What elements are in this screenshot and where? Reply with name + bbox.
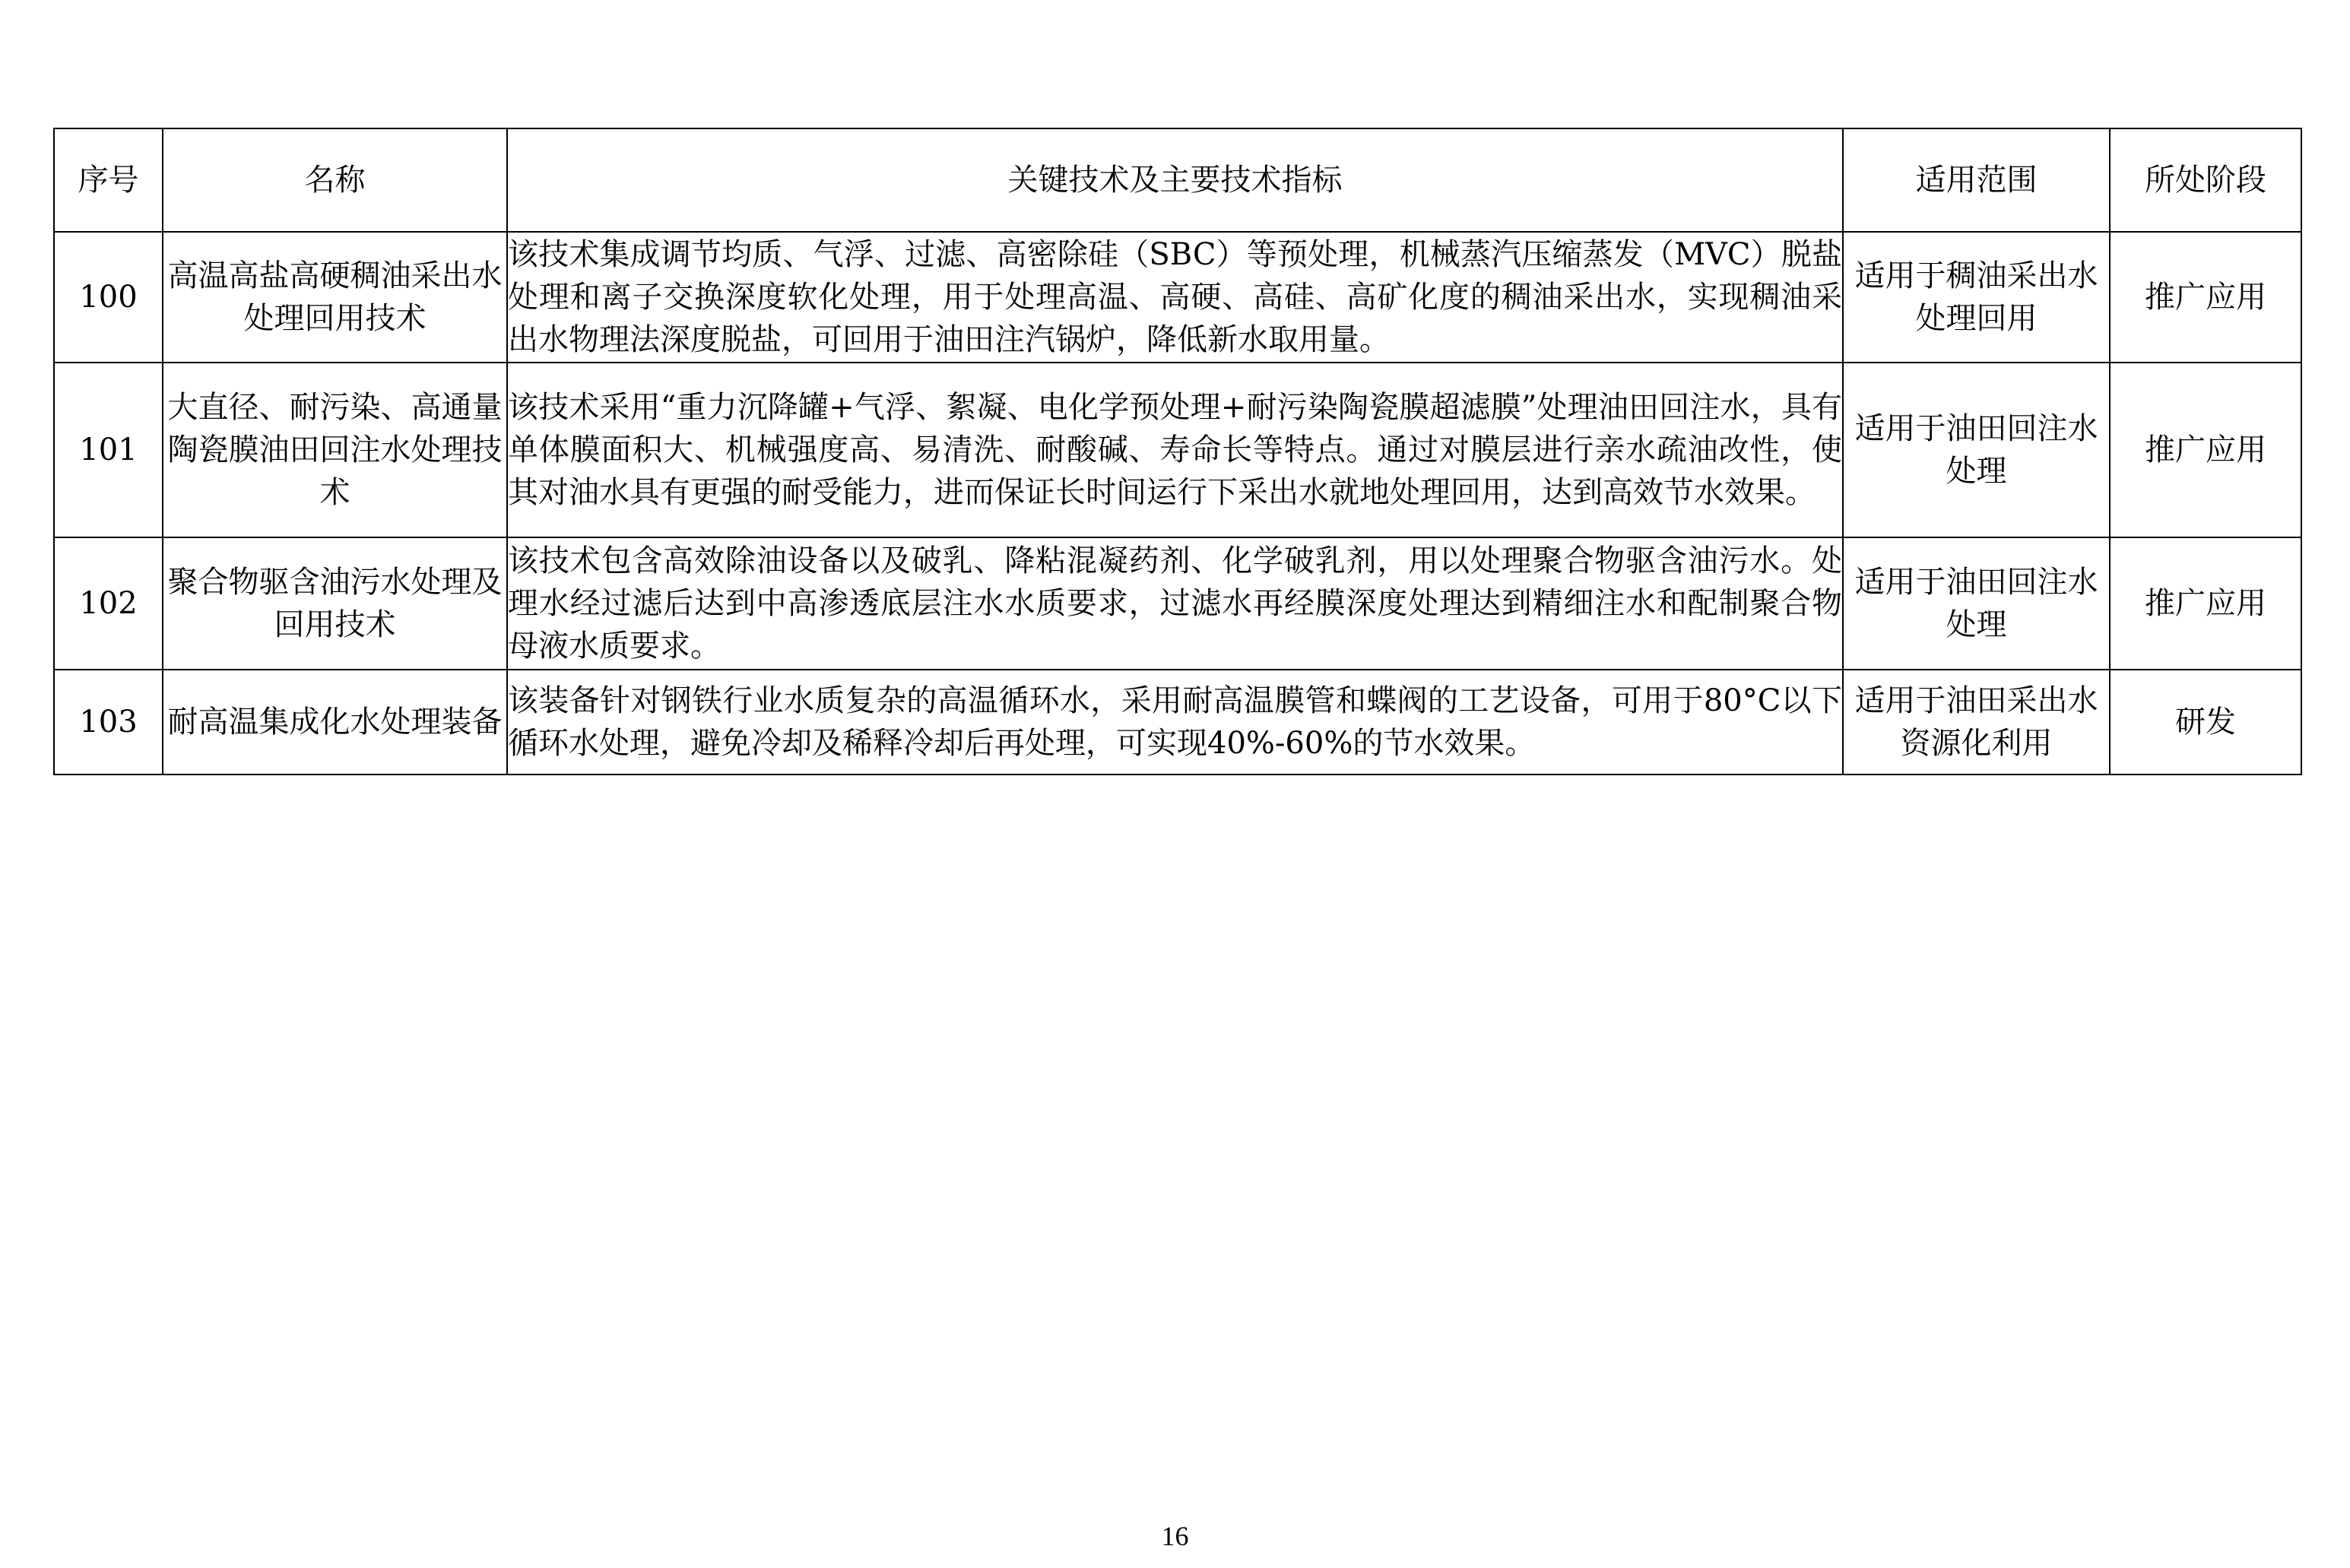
technology-table <box>53 128 2302 775</box>
cell-stage: 推广应用 <box>2110 232 2301 363</box>
header-name: 名称 <box>163 128 507 232</box>
cell-desc: 该技术集成调节均质、气浮、过滤、高密除硅（SBC）等预处理，机械蒸汽压缩蒸发（MVC）脱盐处理和离子交换深度软化处理，用于处理高温、高硬、高硅、高矿化度的稠油采出水，实现稠油采出水物理法深度脱盐，可回用于油田注汽锅炉，降低新水取用量。 <box>507 232 1843 363</box>
table-row <box>54 363 2301 537</box>
cell-no: 101 <box>54 363 163 537</box>
page-number: 16 <box>1161 1521 1189 1551</box>
cell-scope: 适用于油田回注水处理 <box>1843 363 2110 537</box>
cell-scope: 适用于稠油采出水处理回用 <box>1843 232 2110 363</box>
header-desc: 关键技术及主要技术指标 <box>507 128 1843 232</box>
table-row <box>54 232 2301 363</box>
cell-name: 高温高盐高硬稠油采出水处理回用技术 <box>163 232 507 363</box>
cell-no: 103 <box>54 670 163 774</box>
table-header-row <box>54 128 2301 232</box>
cell-name: 大直径、耐污染、高通量陶瓷膜油田回注水处理技术 <box>163 363 507 537</box>
cell-scope: 适用于油田采出水资源化利用 <box>1843 670 2110 774</box>
cell-stage: 推广应用 <box>2110 363 2301 537</box>
cell-desc: 该技术包含高效除油设备以及破乳、降粘混凝药剂、化学破乳剂，用以处理聚合物驱含油污水。处理水经过滤后达到中高渗透底层注水水质要求，过滤水再经膜深度处理达到精细注水和配制聚合物母液水质要求。 <box>507 537 1843 670</box>
table-row <box>54 670 2301 774</box>
cell-no: 100 <box>54 232 163 363</box>
cell-name: 聚合物驱含油污水处理及回用技术 <box>163 537 507 670</box>
cell-stage: 研发 <box>2110 670 2301 774</box>
cell-desc: 该技术采用“重力沉降罐+气浮、絮凝、电化学预处理+耐污染陶瓷膜超滤膜”处理油田回注水，具有单体膜面积大、机械强度高、易清洗、耐酸碱、寿命长等特点。通过对膜层进行亲水疏油改性，使其对油水具有更强的耐受能力，进而保证长时间运行下采出水就地处理回用，达到高效节水效果。 <box>507 363 1843 537</box>
header-scope: 适用范围 <box>1843 128 2110 232</box>
table-row <box>54 537 2301 670</box>
header-stage: 所处阶段 <box>2110 128 2301 232</box>
cell-no: 102 <box>54 537 163 670</box>
cell-stage: 推广应用 <box>2110 537 2301 670</box>
cell-name: 耐高温集成化水处理装备 <box>163 670 507 774</box>
cell-scope: 适用于油田回注水处理 <box>1843 537 2110 670</box>
cell-desc: 该装备针对钢铁行业水质复杂的高温循环水，采用耐高温膜管和蝶阀的工艺设备，可用于80°C以下循环水处理，避免冷却及稀释冷却后再处理，可实现40%-60%的节水效果。 <box>507 670 1843 774</box>
header-no: 序号 <box>54 128 163 232</box>
